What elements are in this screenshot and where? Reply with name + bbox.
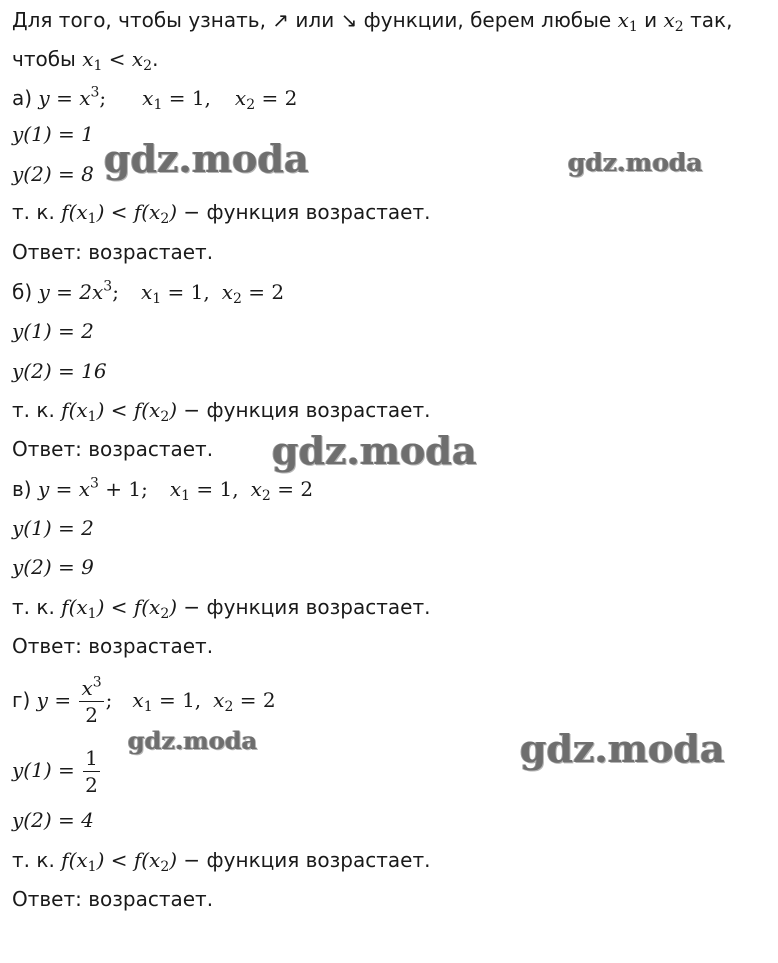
paren: ) — [169, 398, 178, 422]
x2-value: = 2 — [233, 688, 276, 712]
x2-value: = 2 — [241, 280, 285, 304]
f-of-x: f(x — [61, 398, 88, 422]
part-d-y1 — [12, 738, 102, 802]
since-text: т. к. — [12, 398, 62, 422]
part-c-conclusion — [12, 595, 431, 623]
comparison: ) < f(x — [96, 200, 161, 224]
conclusion-text: − функция возрастает. — [177, 200, 431, 224]
semicolon: ; — [105, 688, 113, 712]
part-label: а) — [12, 86, 39, 110]
subscript: 2 — [233, 291, 242, 308]
x2-value: = 2 — [270, 477, 314, 501]
part-d-conclusion — [12, 848, 431, 876]
watermark-logo: gdz.moda — [520, 726, 725, 771]
conclusion-text: − функция возрастает. — [177, 848, 431, 872]
part-b-y2: y(2) = 16 — [12, 359, 107, 383]
period: . — [152, 47, 159, 71]
conclusion-text: − функция возрастает. — [177, 398, 431, 422]
part-a-header — [12, 84, 298, 114]
intro-text: Для того, чтобы узнать, — [12, 8, 273, 32]
paren: ) — [169, 595, 178, 619]
intro-line-1 — [12, 8, 733, 36]
y1-lhs: y(1) = — [12, 758, 82, 782]
function-formula: y = x — [38, 86, 91, 110]
subscript: 2 — [224, 699, 234, 716]
since-text: т. к. — [12, 595, 62, 619]
var-x: x — [132, 688, 144, 712]
exponent: 3 — [103, 278, 113, 295]
part-label: в) — [12, 477, 38, 501]
var-x: x — [234, 86, 247, 110]
part-label: б) — [12, 280, 39, 304]
var-x: x — [169, 477, 182, 501]
part-d-y2: y(2) = 4 — [12, 808, 94, 832]
since-text: т. к. — [12, 848, 62, 872]
var-x: x — [142, 86, 154, 110]
part-b-header — [12, 278, 285, 308]
subscript: 1 — [87, 606, 97, 623]
intro-text: функции, берем любые — [357, 8, 618, 32]
part-a-conclusion — [12, 200, 431, 228]
formula-tail: + 1; — [98, 477, 148, 501]
subscript: 2 — [160, 859, 170, 876]
exponent: 3 — [92, 674, 102, 691]
subscript: 1 — [628, 19, 638, 36]
watermark-logo: gdz.moda — [128, 726, 258, 755]
part-d-answer: Ответ: возрастает. — [12, 887, 214, 911]
subscript: 2 — [674, 19, 684, 36]
f-of-x: f(x — [61, 595, 88, 619]
subscript: 2 — [160, 606, 170, 623]
var-x: x — [131, 47, 144, 71]
var-x: x — [663, 8, 675, 32]
f-of-x: f(x — [61, 200, 88, 224]
var-x: x — [213, 688, 225, 712]
intro-text: так, — [683, 8, 733, 32]
intro-text: чтобы — [12, 47, 83, 71]
decreasing-arrow-icon: ↘ — [340, 8, 358, 32]
subscript: 1 — [181, 488, 191, 505]
subscript: 2 — [143, 58, 153, 75]
part-a-answer: Ответ: возрастает. — [12, 240, 214, 264]
paren: ) — [169, 200, 178, 224]
x1-value: = 1, — [190, 477, 239, 501]
watermark-logo: gdz.moda — [272, 428, 477, 473]
var-x: x — [250, 477, 262, 501]
subscript: 1 — [93, 58, 103, 75]
part-c-y2: y(2) = 9 — [12, 555, 94, 579]
var-x: x — [140, 280, 153, 304]
subscript: 1 — [87, 211, 97, 228]
comparison: ) < f(x — [96, 595, 161, 619]
subscript: 2 — [160, 409, 170, 426]
intro-text: или — [289, 8, 341, 32]
subscript: 1 — [87, 409, 97, 426]
subscript: 1 — [152, 291, 162, 308]
part-c-header — [12, 475, 314, 505]
numerator: 1 — [85, 746, 98, 770]
x1-value: = 1, — [161, 280, 210, 304]
part-a-y1: y(1) = 1 — [12, 122, 94, 146]
subscript: 2 — [246, 97, 256, 114]
subscript: 2 — [160, 211, 170, 228]
paren: ) — [169, 848, 178, 872]
subscript: 1 — [87, 859, 97, 876]
x2-value: = 2 — [255, 86, 298, 110]
var-x: x — [617, 8, 629, 32]
watermark-logo: gdz.moda — [104, 136, 309, 181]
subscript: 2 — [261, 488, 271, 505]
function-formula: y = — [36, 688, 78, 712]
part-b-y1: y(1) = 2 — [12, 319, 94, 343]
x1-value: = 1, — [162, 86, 211, 110]
part-c-answer: Ответ: возрастает. — [12, 634, 214, 658]
semicolon: ; — [99, 86, 107, 110]
denominator: 2 — [85, 773, 98, 797]
part-b-conclusion — [12, 398, 431, 426]
var-x: x — [221, 280, 233, 304]
comparison: ) < f(x — [96, 848, 161, 872]
part-label: г) — [12, 688, 37, 712]
part-d-header — [12, 668, 276, 732]
function-formula: y = x — [37, 477, 91, 501]
intro-text: и — [637, 8, 664, 32]
subscript: 1 — [153, 97, 163, 114]
fraction — [83, 745, 100, 798]
part-b-answer: Ответ: возрастает. — [12, 437, 214, 461]
var-x: x — [82, 47, 94, 71]
conclusion-text: − функция возрастает. — [177, 595, 431, 619]
since-text: т. к. — [12, 200, 62, 224]
f-of-x: f(x — [61, 848, 88, 872]
part-a-y2: y(2) = 8 — [12, 162, 94, 186]
semicolon: ; — [112, 280, 119, 304]
less-than-sign: < — [102, 47, 132, 71]
fraction — [79, 675, 103, 728]
function-formula: y = 2x — [38, 280, 104, 304]
part-c-y1: y(1) = 2 — [12, 516, 94, 540]
exponent: 3 — [90, 84, 100, 101]
increasing-arrow-icon: ↗ — [272, 8, 290, 32]
subscript: 1 — [143, 699, 153, 716]
denominator: 2 — [85, 703, 98, 727]
numerator: x — [81, 676, 93, 700]
exponent: 3 — [90, 475, 99, 492]
intro-line-2 — [12, 47, 159, 75]
watermark-logo: gdz.moda — [568, 148, 703, 177]
comparison: ) < f(x — [96, 398, 161, 422]
x1-value: = 1, — [152, 688, 202, 712]
